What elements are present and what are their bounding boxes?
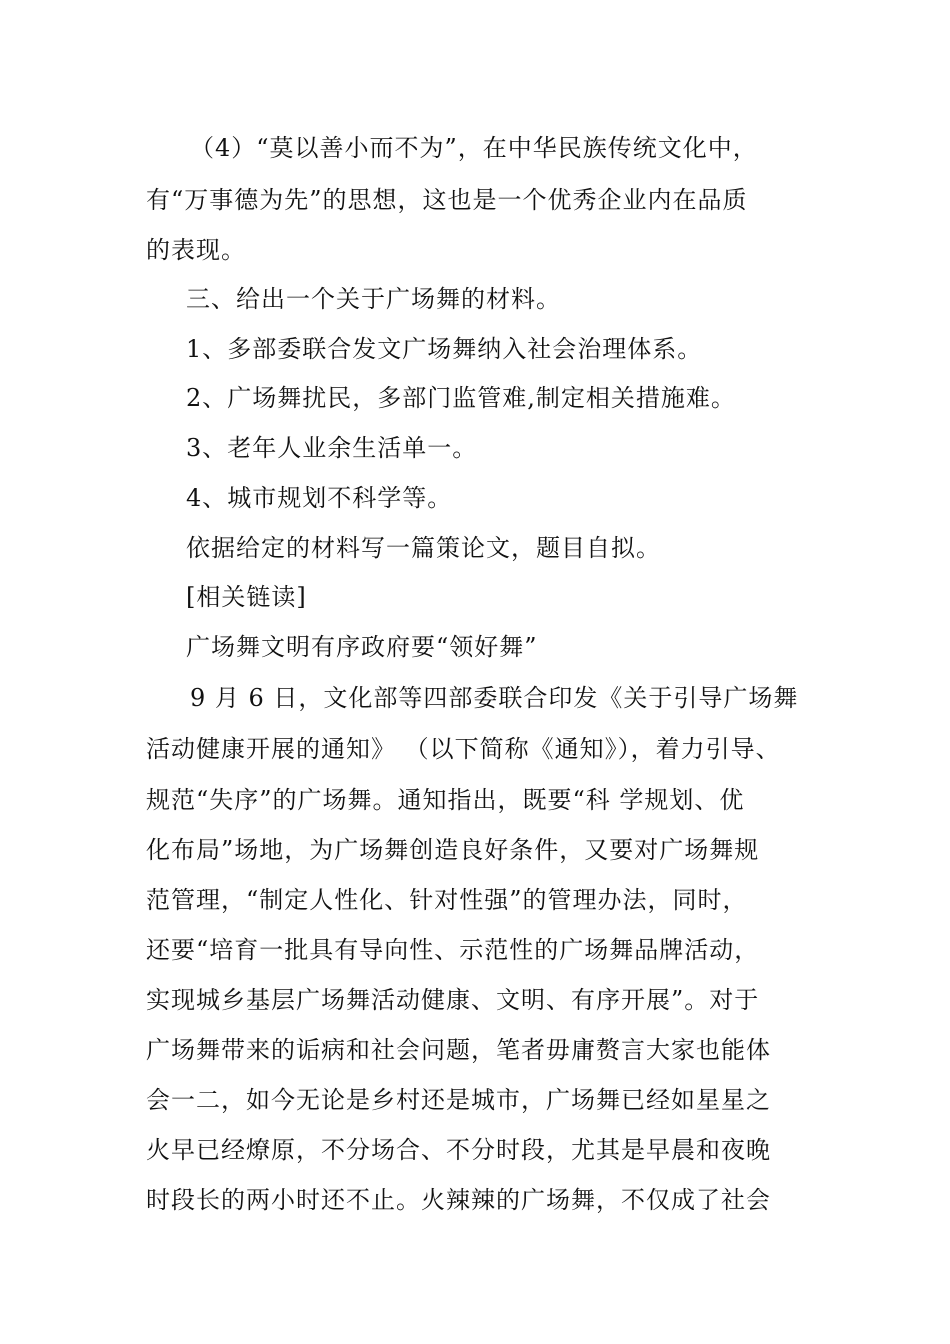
paragraph-line: 火早已经燎原，不分场合、不分时段，尤其是早晨和夜晚: [146, 1136, 771, 1164]
paragraph-line: 实现城乡基层广场舞活动健康、文明、有序开展”。对于: [146, 986, 760, 1014]
paragraph-line: 活动健康开展的通知》 （以下简称《通知》），着力引导、: [146, 735, 781, 763]
paragraph-line: 化布局”场地，为广场舞创造良好条件，又要对广场舞规: [146, 836, 760, 864]
list-item: 2、广场舞扰民，多部门监管难,制定相关措施难。: [186, 384, 736, 412]
paragraph-line: 规范“失序”的广场舞。通知指出，既要“科 学规划、优: [146, 786, 745, 814]
paragraph-line: 范管理，“制定人性化、针对性强”的管理办法，同时，: [146, 886, 748, 914]
paragraph-line: 会一二，如今无论是乡村还是城市，广场舞已经如星星之: [146, 1086, 771, 1114]
section-label: [相关链读]: [186, 583, 307, 611]
paragraph-line: （4）“莫以善小而不为”，在中华民族传统文化中，: [190, 134, 758, 162]
section-heading: 三、给出一个关于广场舞的材料。: [186, 285, 561, 313]
paragraph-line: 时段长的两小时还不止。火辣辣的广场舞，不仅成了社会: [146, 1186, 771, 1214]
article-title: 广场舞文明有序政府要“领好舞”: [186, 633, 538, 661]
paragraph-line: 有“万事德为先”的思想，这也是一个优秀企业内在品质: [146, 186, 748, 214]
paragraph-line: 还要“培育一批具有导向性、示范性的广场舞品牌活动，: [146, 936, 760, 964]
paragraph-line: 广场舞带来的诟病和社会问题，笔者毋庸赘言大家也能体: [146, 1036, 771, 1064]
paragraph-line: 依据给定的材料写一篇策论文，题目自拟。: [186, 534, 661, 562]
list-item: 4、城市规划不科学等。: [186, 484, 453, 512]
list-item: 3、老年人业余生活单一。: [186, 434, 478, 462]
paragraph-line: 的表现。: [146, 236, 246, 264]
paragraph-line: 9 月 6 日，文化部等四部委联合印发《关于引导广场舞: [190, 684, 799, 712]
list-item: 1、多部委联合发文广场舞纳入社会治理体系。: [186, 335, 703, 363]
